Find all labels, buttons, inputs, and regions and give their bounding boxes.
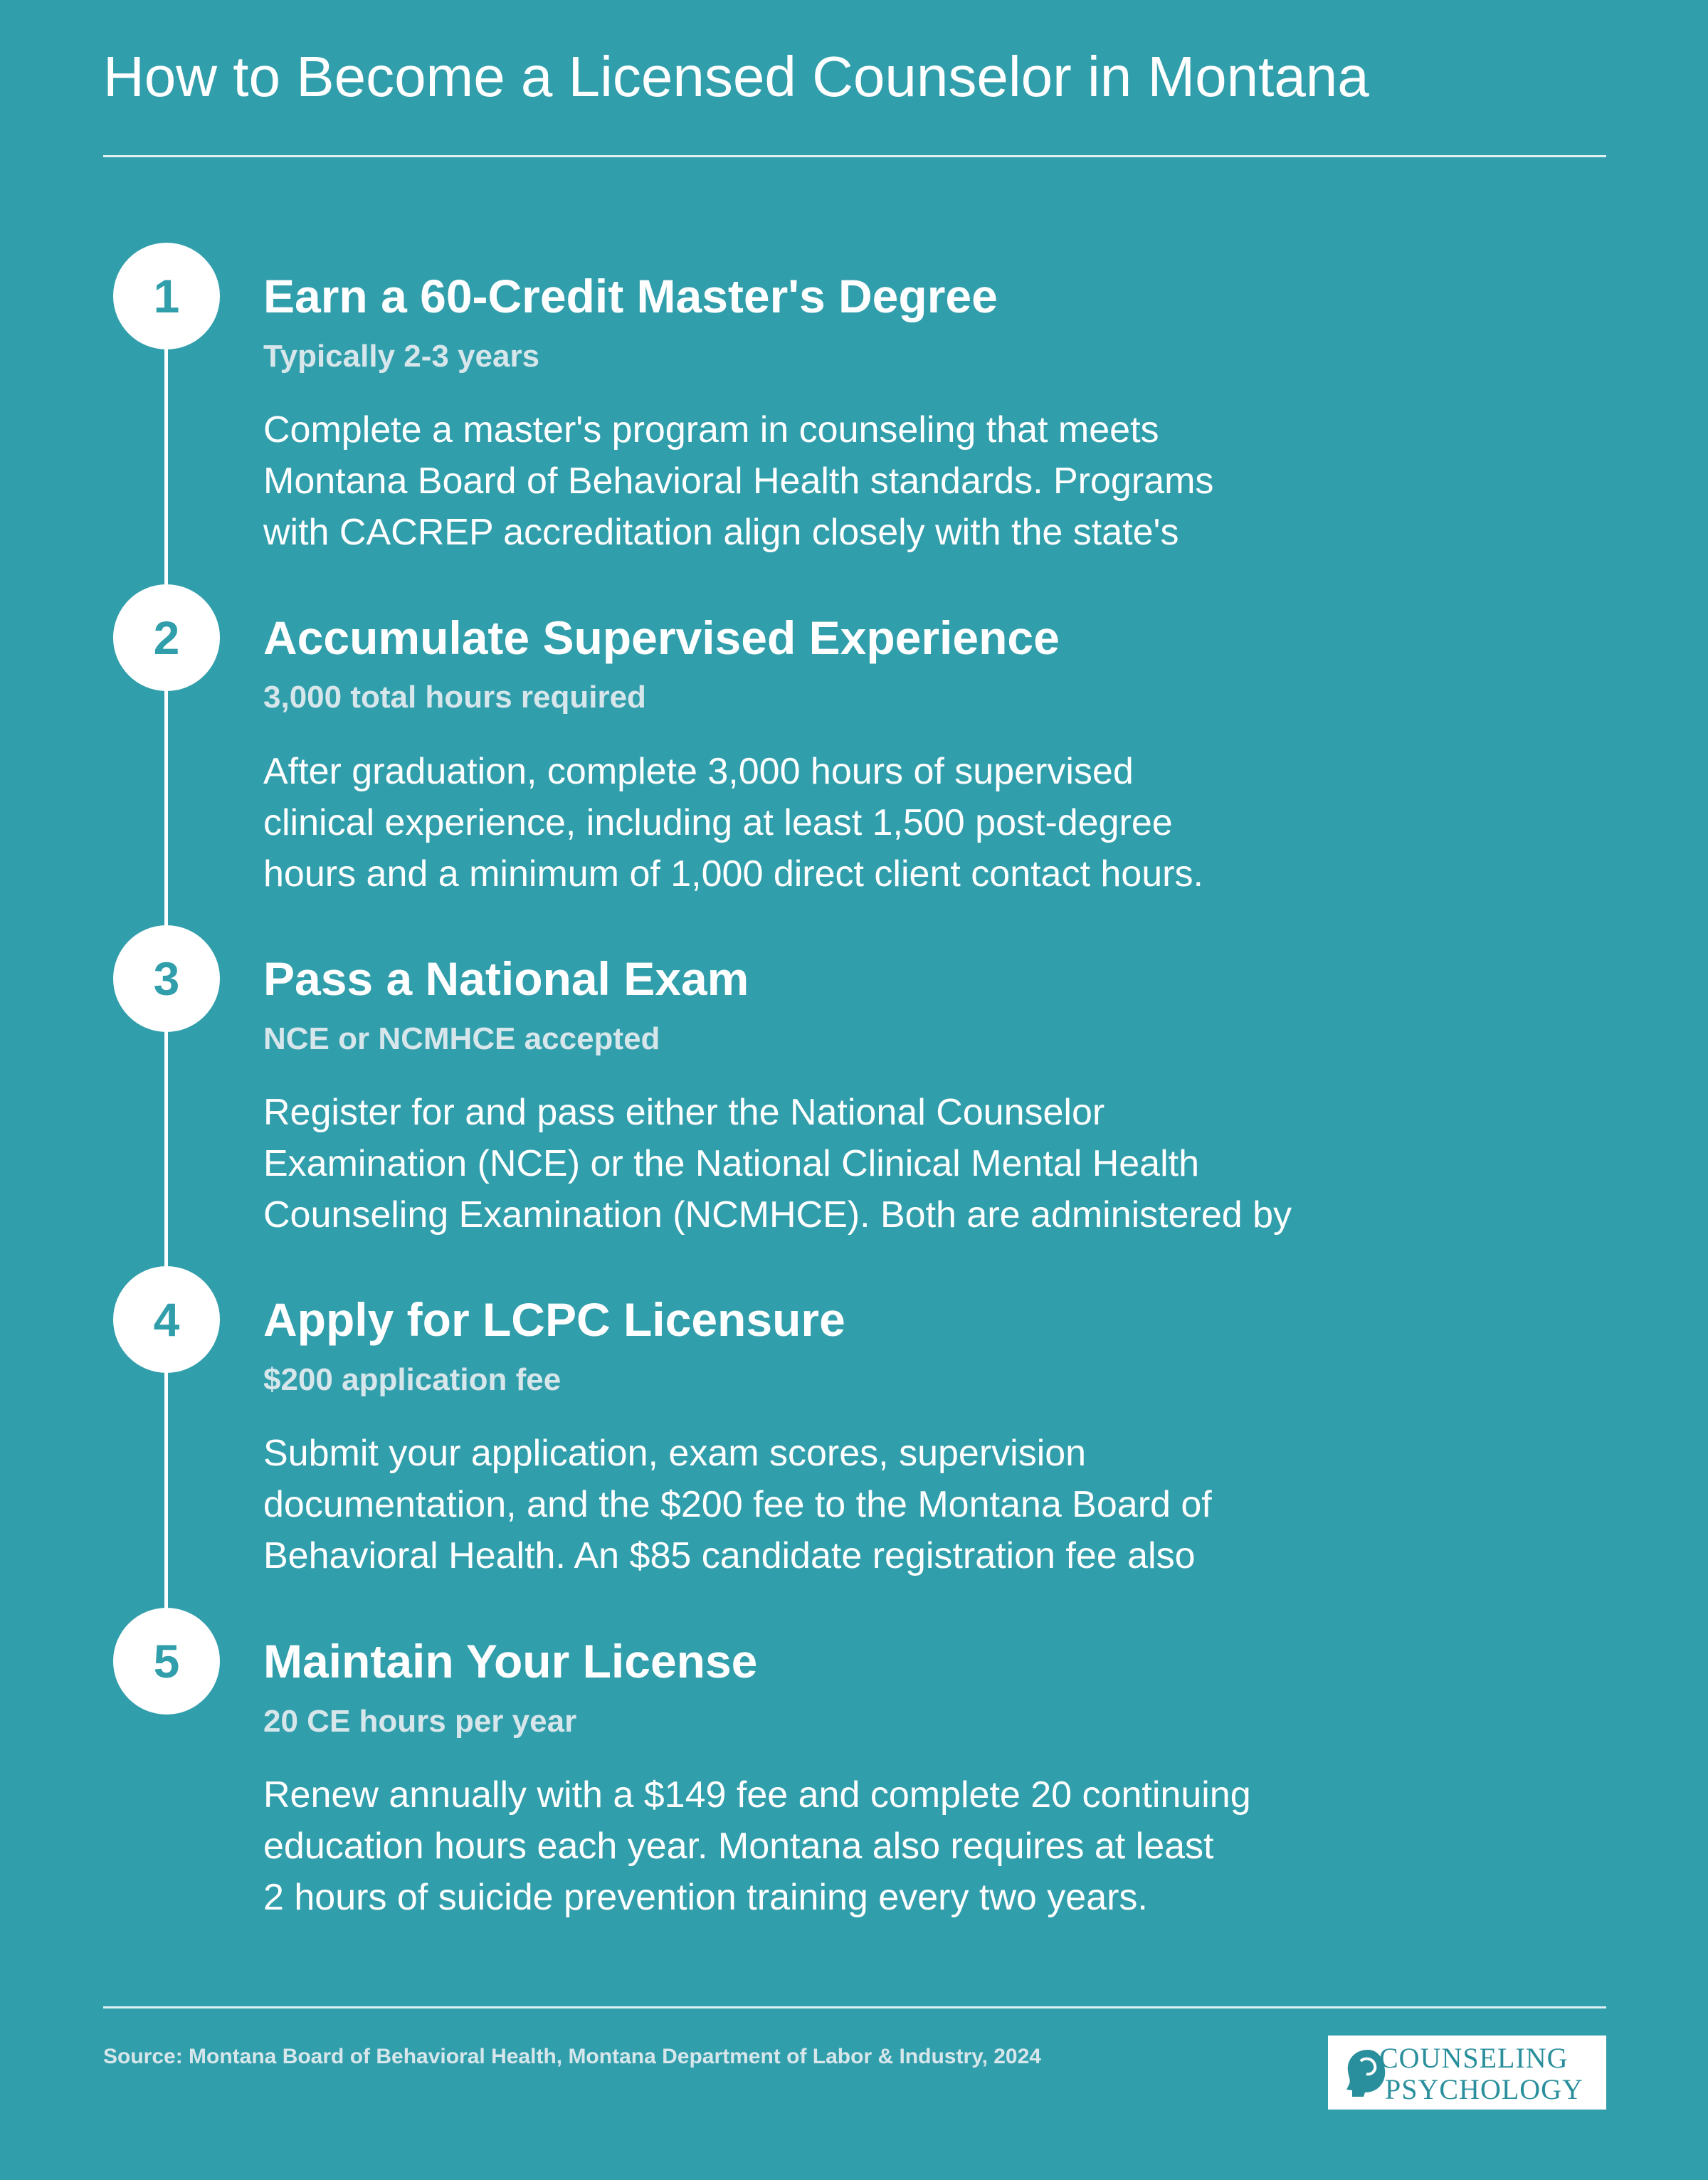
- footer-divider: [103, 2006, 1606, 2008]
- step-number-badge: 4: [113, 1266, 220, 1373]
- step-description-line: documentation, and the $200 fee to the Montana Board of: [263, 1484, 1212, 1525]
- logo-text-line: COUNSELING: [1379, 2042, 1569, 2074]
- step-description: [263, 1087, 1402, 1241]
- step-description: [263, 1769, 1402, 1923]
- step-description: [263, 1428, 1402, 1581]
- step-description-line: Complete a master's program in counseling that meets: [263, 409, 1159, 451]
- step-number-badge: 3: [113, 925, 220, 1032]
- step-subheading: $200 application fee: [263, 1362, 562, 1397]
- step-heading: Maintain Your License: [263, 1635, 758, 1687]
- step-subheading: NCE or NCMHCE accepted: [263, 1021, 660, 1056]
- step-description-line: clinical experience, including at least 1,500 post-degree: [263, 802, 1173, 843]
- step-subheading: 20 CE hours per year: [263, 1704, 577, 1739]
- step-number-badge: 1: [113, 243, 220, 349]
- step-description-line: Submit your application, exam scores, supervision: [263, 1433, 1087, 1474]
- step-description-line: with CACREP accreditation align closely with the state's: [263, 512, 1179, 553]
- step-subheading: 3,000 total hours required: [263, 680, 646, 715]
- counseling-psychology-logo: [1328, 2036, 1606, 2110]
- step-description-line: Examination (NCE) or the National Clinical Mental Health: [263, 1143, 1200, 1184]
- step-heading: Earn a 60-Credit Master's Degree: [263, 270, 998, 322]
- step-subheading: Typically 2-3 years: [263, 339, 540, 374]
- step-description-line: Montana Board of Behavioral Health standards. Programs: [263, 460, 1214, 502]
- page-title: How to Become a Licensed Counselor in Montana: [103, 45, 1369, 108]
- step-number-badge: 2: [113, 584, 220, 691]
- logo-text-line: PSYCHOLOGY: [1385, 2073, 1583, 2105]
- step-description-line: Counseling Examination (NCMHCE). Both are administered by: [263, 1194, 1292, 1236]
- step-heading: Accumulate Supervised Experience: [263, 611, 1060, 664]
- step-number-badge: 5: [113, 1608, 220, 1715]
- step-description-line: 2 hours of suicide prevention training every two years.: [263, 1877, 1148, 1918]
- step-description-line: Renew annually with a $149 fee and complete 20 continuing: [263, 1774, 1251, 1816]
- step-heading: Apply for LCPC Licensure: [263, 1293, 845, 1346]
- step-description: [263, 404, 1402, 558]
- step-description-line: Register for and pass either the National Counselor: [263, 1092, 1105, 1133]
- step-description-line: hours and a minimum of 1,000 direct client contact hours.: [263, 853, 1203, 895]
- step-description-line: After graduation, complete 3,000 hours of supervised: [263, 751, 1134, 792]
- source-citation: Source: Montana Board of Behavioral Health, Montana Department of Labor & Industry, 2024: [103, 2045, 1041, 2068]
- header-divider: [103, 155, 1606, 157]
- step-description-line: Behavioral Health. An $85 candidate registration fee also: [263, 1535, 1196, 1576]
- step-description: [263, 746, 1402, 900]
- step-description-line: education hours each year. Montana also requires at least: [263, 1826, 1214, 1867]
- step-heading: Pass a National Exam: [263, 952, 749, 1005]
